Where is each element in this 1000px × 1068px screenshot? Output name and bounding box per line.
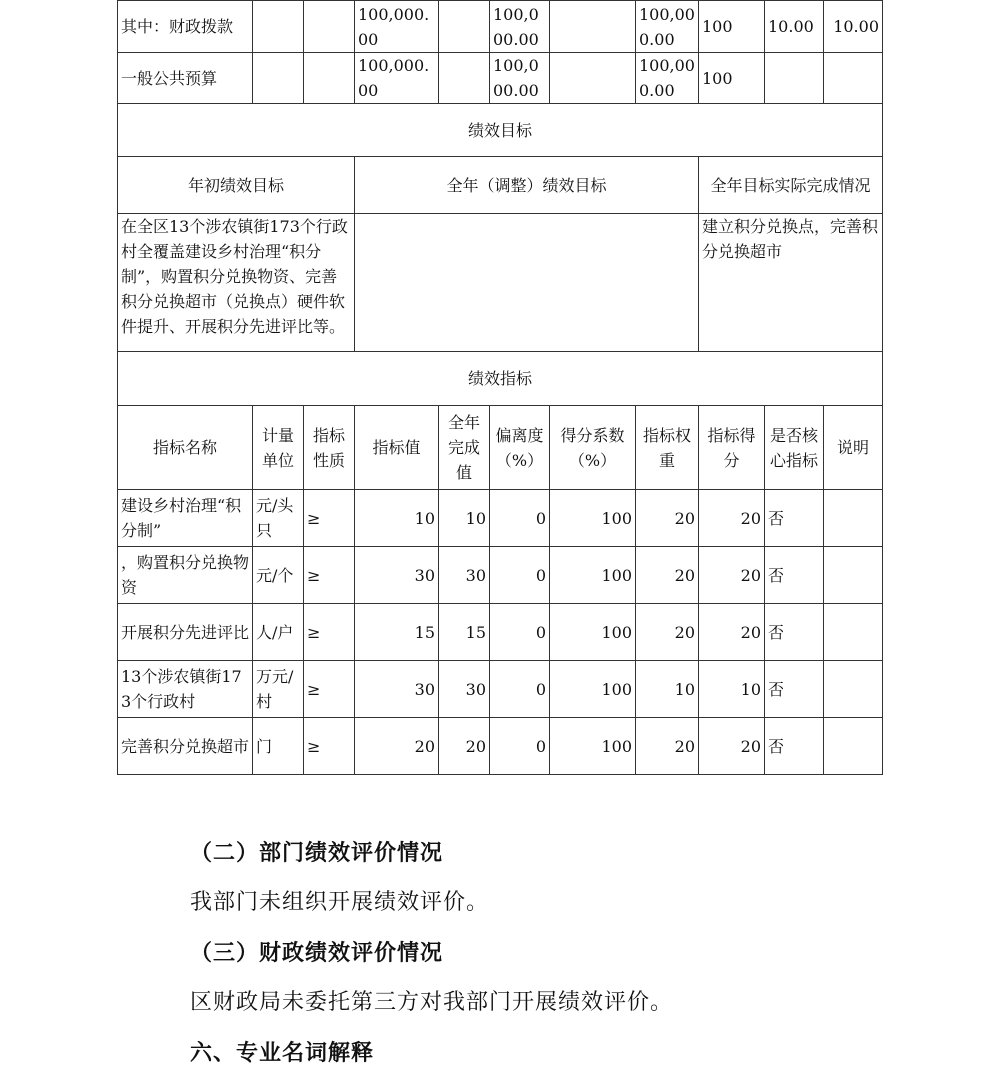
- paragraph-fiscal-evaluation: 区财政局未委托第三方对我部门开展绩效评价。: [190, 990, 674, 1015]
- header-cell: 指标值: [355, 406, 439, 490]
- heading-fiscal-evaluation: （三）财政绩效评价情况: [190, 940, 444, 966]
- budget-cell: 10.00: [765, 1, 824, 53]
- paragraph-dept-evaluation: 我部门未组织开展绩效评价。: [190, 890, 490, 915]
- indicators-header-row: [118, 406, 883, 490]
- table-row: 建设乡村治理“积分制” 元/头只 ≥ 10 10 0 100 20 20 否: [118, 490, 883, 547]
- header-cell: 指标名称: [118, 406, 253, 490]
- table-row: ，购置积分兑换物资 元/个 ≥ 30 30 0 100 20 20 否: [118, 547, 883, 604]
- budget-cell: 100: [699, 1, 765, 53]
- table-row: 完善积分兑换超市 门 ≥ 20 20 0 100 20 20 否: [118, 718, 883, 775]
- header-cell: 说明: [824, 406, 883, 490]
- budget-cell: 100,000.00: [355, 53, 439, 104]
- goals-section-title: 绩效目标: [118, 104, 883, 157]
- header-cell: 是否核心指标: [765, 406, 824, 490]
- goals-col-initial: 年初绩效目标: [118, 157, 355, 214]
- budget-cell: 100,000.00: [490, 1, 550, 53]
- table-row: 开展积分先进评比 人/户 ≥ 15 15 0 100 20 20 否: [118, 604, 883, 661]
- header-cell: 全年完成值: [439, 406, 490, 490]
- performance-table: [117, 0, 883, 775]
- budget-cell: 100,000.00: [636, 53, 699, 104]
- budget-cell: 100,000.00: [636, 1, 699, 53]
- budget-row-fiscal: [118, 1, 883, 53]
- goals-col-adjusted: 全年（调整）绩效目标: [355, 157, 699, 214]
- header-cell: 指标得分: [699, 406, 765, 490]
- budget-row-name: 一般公共预算: [118, 53, 253, 104]
- heading-glossary: 六、专业名词解释: [190, 1040, 375, 1066]
- indicators-section-title: 绩效指标: [118, 352, 883, 406]
- budget-row-general: [118, 53, 883, 104]
- goals-initial-text: 在全区13个涉农镇街173个行政村全覆盖建设乡村治理“积分制”，购置积分兑换物资、完善积分兑换超市（兑换点）硬件软件提升、开展积分先进评比等。: [118, 214, 355, 352]
- budget-row-name: 其中：财政拨款: [118, 1, 253, 53]
- heading-dept-evaluation: （二）部门绩效评价情况: [190, 840, 444, 866]
- goals-adjusted-text: [355, 214, 699, 352]
- goals-actual-text: 建立积分兑换点，完善积分兑换超市: [699, 214, 883, 352]
- header-cell: 得分系数（%）: [550, 406, 636, 490]
- goals-col-actual: 全年目标实际完成情况: [699, 157, 883, 214]
- budget-cell: 10.00: [824, 1, 883, 53]
- budget-cell: 100: [699, 53, 765, 104]
- header-cell: 偏离度（%）: [490, 406, 550, 490]
- header-cell: 指标性质: [304, 406, 355, 490]
- budget-cell: 100,000.00: [355, 1, 439, 53]
- header-cell: 计量单位: [253, 406, 304, 490]
- header-cell: 指标权重: [636, 406, 699, 490]
- table-row: 13个涉农镇街173个行政村 万元/村 ≥ 30 30 0 100 10 10 否: [118, 661, 883, 718]
- budget-cell: 100,000.00: [490, 53, 550, 104]
